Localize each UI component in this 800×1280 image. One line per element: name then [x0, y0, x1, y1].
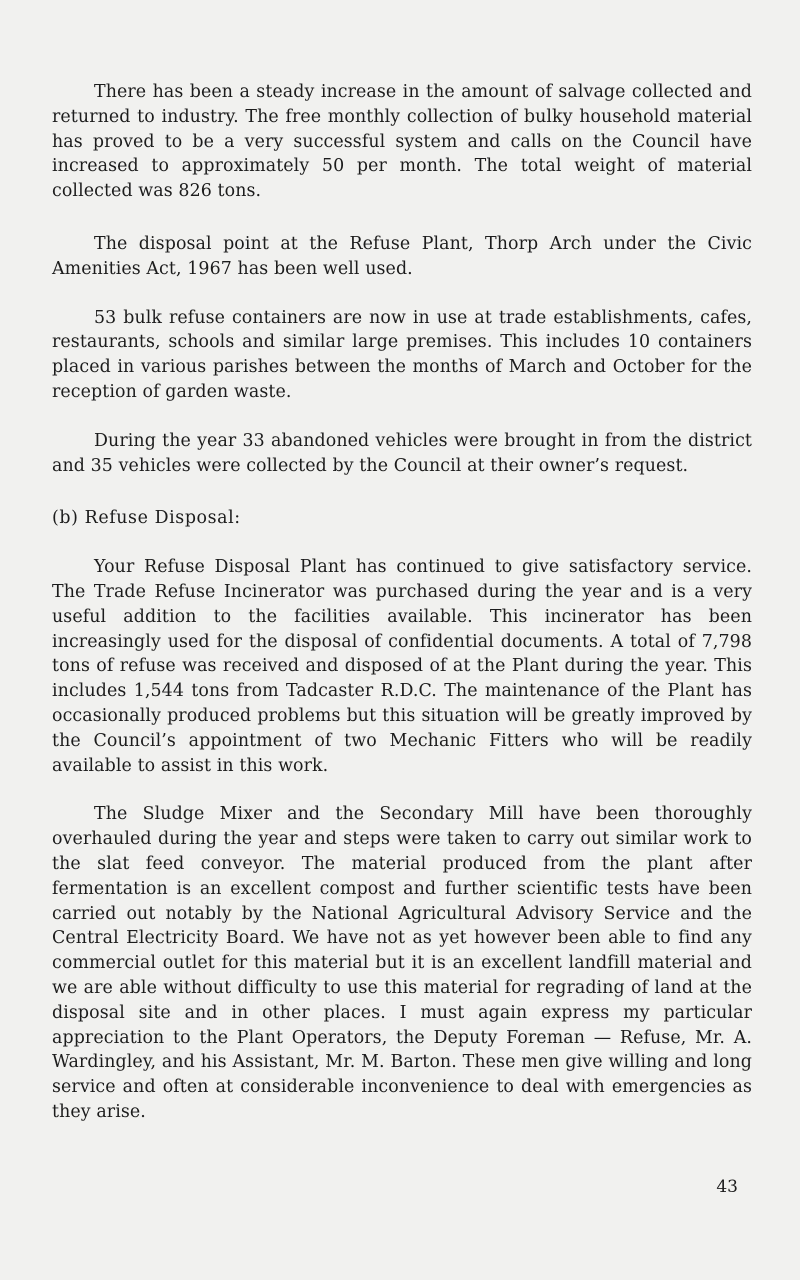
document-page	[52, 80, 752, 1125]
paragraph-bulk-containers: 53 bulk refuse containers are now in use at trade establishments, cafes, restaurants, schools and similar large premises. This includes 10 containers placed in various parishes between the months of March and October for the reception of garden waste.	[52, 307, 752, 402]
paragraph-refuse-plant: Your Refuse Disposal Plant has continued to give satisfactory service. The Trade Refuse Incinerator was purchased during the year and is a very useful addition to the facilities available. This incinerator has been increasingly used for the disposal of confidential documents. A total of 7,798 tons of refuse was received and disposed of at the Plant during the year. This includes 1,544 tons from Tadcaster R.D.C. The maintenance of the Plant has occasionally produced problems but this situation will be greatly improved by the Council’s appointment of two Mechanic Fitters who will be readily available to assist in this work.	[52, 557, 752, 776]
paragraph-abandoned-vehicles: During the year 33 abandoned vehicles were brought in from the district and 35 vehicles were collected by the Council at their owner’s request.	[52, 430, 752, 476]
paragraph-salvage: There has been a steady increase in the amount of salvage collected and returned to industry. The free monthly collection of bulky household material has proved to be a very successful system and calls on the Council have increased to approximately 50 per month. The total weight of material collected was 826 tons.	[52, 82, 752, 202]
paragraph-disposal-point: The disposal point at the Refuse Plant, Thorp Arch under the Civic Amenities Act, 1967 has been well used.	[52, 233, 752, 279]
section-heading-refuse-disposal: (b) Refuse Disposal:	[52, 508, 241, 529]
paragraph-sludge-mixer: The Sludge Mixer and the Secondary Mill have been thoroughly overhauled during the year and steps were taken to carry out similar work to the slat feed conveyor. The material produced from the plant after fermentation is an excellent compost and further scientific tests have been carried out notably by the National Agricultural Advisory Service and the Central Electricity Board. We have not as yet however been able to find any commercial outlet for this material but it is an excellent landfill material and we are able without difficulty to use this material for regrading of land at the disposal site and in other places. I must again express my particular appreciation to the Plant Operators, the Deputy Foreman — Refuse, Mr. A. Wardingley, and his Assistant, Mr. M. Barton. These men give willing and long service and often at considerable inconvenience to deal with emergencies as they arise.	[52, 804, 752, 1122]
page-number: 43	[716, 1177, 738, 1197]
